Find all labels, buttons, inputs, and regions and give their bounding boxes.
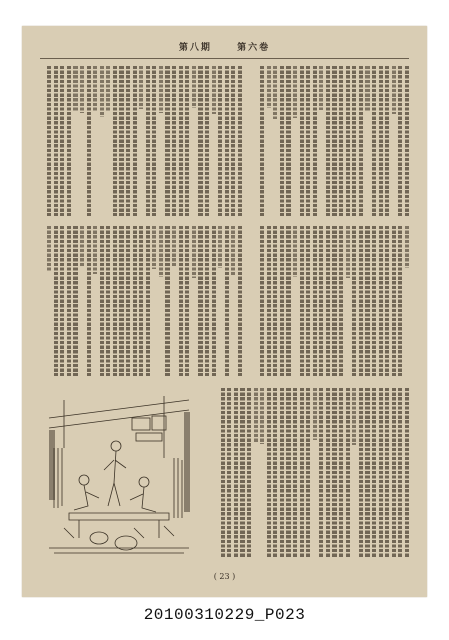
- text-line: [280, 66, 284, 216]
- text-line: [225, 226, 229, 376]
- text-column-upper-right: [254, 66, 409, 216]
- text-line: [54, 226, 58, 376]
- header-rule: [40, 58, 409, 59]
- text-line: [332, 226, 336, 376]
- text-line: [234, 388, 238, 558]
- text-line: [286, 388, 290, 558]
- text-line: [192, 66, 196, 108]
- text-line: [126, 226, 130, 376]
- text-line: [365, 226, 369, 376]
- text-line: [73, 66, 77, 112]
- text-line: [225, 66, 229, 216]
- text-line: [313, 226, 317, 376]
- text-line: [385, 66, 389, 216]
- text-line: [392, 388, 396, 558]
- text-line: [165, 226, 169, 376]
- text-line: [352, 226, 356, 376]
- text-line: [47, 66, 51, 216]
- text-line: [185, 226, 189, 376]
- text-line: [313, 66, 317, 216]
- text-line: [146, 66, 150, 216]
- text-line: [93, 66, 97, 111]
- text-line: [172, 226, 176, 267]
- text-line: [87, 226, 91, 376]
- text-line: [286, 66, 290, 216]
- text-line: [106, 66, 110, 111]
- text-line: [133, 226, 137, 376]
- text-line: [119, 66, 123, 216]
- text-line: [339, 388, 343, 558]
- text-line: [159, 226, 163, 277]
- text-line: [352, 388, 356, 445]
- text-line: [218, 226, 222, 268]
- text-line: [319, 226, 323, 376]
- text-line: [306, 388, 310, 558]
- text-line: [306, 226, 310, 376]
- text-line: [100, 66, 104, 117]
- text-line: [93, 226, 97, 274]
- text-line: [398, 66, 402, 216]
- text-line: [231, 226, 235, 275]
- text-line: [221, 388, 225, 558]
- text-line: [159, 66, 163, 113]
- text-line: [152, 66, 156, 216]
- text-line: [126, 66, 130, 216]
- text-line: [379, 66, 383, 216]
- text-line: [198, 226, 202, 376]
- text-line: [179, 226, 183, 376]
- text-line: [73, 226, 77, 376]
- text-line: [280, 226, 284, 376]
- text-line: [359, 66, 363, 216]
- text-line: [260, 66, 264, 216]
- text-line: [205, 66, 209, 216]
- text-line: [385, 388, 389, 558]
- text-column-middle-left: [42, 226, 242, 376]
- text-line: [54, 66, 58, 216]
- text-line: [60, 66, 64, 216]
- text-line: [379, 388, 383, 558]
- text-line: [326, 66, 330, 216]
- text-line: [313, 388, 317, 440]
- text-line: [405, 66, 409, 216]
- text-line: [346, 388, 350, 558]
- interior-scene-illustration: [44, 388, 194, 558]
- text-line: [300, 66, 304, 216]
- text-line: [146, 226, 150, 376]
- text-line: [273, 66, 277, 119]
- text-line: [113, 66, 117, 216]
- text-line: [372, 226, 376, 376]
- text-line: [267, 226, 271, 376]
- text-line: [119, 226, 123, 376]
- text-line: [218, 66, 222, 216]
- text-line: [293, 66, 297, 118]
- text-line: [179, 66, 183, 216]
- text-line: [280, 388, 284, 558]
- text-column-lower-right: [212, 388, 409, 558]
- text-line: [100, 226, 104, 376]
- text-line: [205, 226, 209, 376]
- text-line: [212, 226, 216, 376]
- text-line: [385, 226, 389, 376]
- archive-id: 20100310229_P023: [143, 606, 306, 624]
- text-line: [300, 388, 304, 558]
- text-line: [319, 388, 323, 558]
- text-line: [293, 226, 297, 277]
- text-line: [87, 66, 91, 216]
- text-line: [332, 66, 336, 216]
- text-line: [293, 388, 297, 558]
- text-line: [398, 388, 402, 558]
- text-line: [398, 226, 402, 376]
- text-line: [212, 66, 216, 114]
- text-line: [352, 66, 356, 216]
- text-line: [339, 226, 343, 376]
- text-line: [227, 388, 231, 558]
- text-line: [392, 226, 396, 376]
- volume-label: 第六卷: [237, 43, 271, 53]
- text-line: [267, 66, 271, 108]
- text-line: [365, 66, 369, 111]
- text-line: [359, 388, 363, 558]
- page-number: ( 23 ): [213, 572, 236, 581]
- text-line: [172, 66, 176, 216]
- text-line: [67, 226, 71, 376]
- text-line: [247, 388, 251, 558]
- text-line: [139, 226, 143, 376]
- text-line: [332, 388, 336, 558]
- text-line: [165, 66, 169, 216]
- text-line: [238, 66, 242, 216]
- page-header: [22, 40, 427, 53]
- text-line: [365, 388, 369, 558]
- text-line: [273, 226, 277, 376]
- text-line: [80, 66, 84, 113]
- text-line: [152, 226, 156, 269]
- text-line: [273, 388, 277, 558]
- text-line: [339, 66, 343, 216]
- text-line: [133, 66, 137, 216]
- text-line: [405, 388, 409, 558]
- text-line: [392, 66, 396, 114]
- text-line: [405, 226, 409, 268]
- issue-label: 第八期: [178, 43, 212, 53]
- text-line: [346, 226, 350, 278]
- text-line: [306, 66, 310, 216]
- text-line: [192, 226, 196, 278]
- text-line: [60, 226, 64, 376]
- text-line: [260, 388, 264, 444]
- text-line: [185, 66, 189, 216]
- text-line: [372, 66, 376, 216]
- text-line: [326, 226, 330, 376]
- text-line: [326, 388, 330, 558]
- text-line: [106, 226, 110, 376]
- text-line: [372, 388, 376, 558]
- text-line: [67, 66, 71, 216]
- text-line: [267, 388, 271, 558]
- text-line: [240, 388, 244, 558]
- text-line: [198, 66, 202, 216]
- text-line: [80, 226, 84, 266]
- text-line: [238, 226, 242, 376]
- text-line: [231, 66, 235, 216]
- text-column-middle-right: [254, 226, 409, 376]
- text-column-upper-left: [42, 66, 242, 216]
- text-line: [379, 226, 383, 376]
- text-line: [254, 388, 258, 443]
- text-line: [47, 226, 51, 272]
- text-line: [113, 226, 117, 376]
- text-line: [286, 226, 290, 376]
- text-line: [359, 226, 363, 376]
- text-line: [319, 66, 323, 110]
- text-line: [139, 66, 143, 109]
- text-line: [300, 226, 304, 376]
- magazine-page: [22, 26, 427, 597]
- text-line: [260, 226, 264, 376]
- text-line: [346, 66, 350, 216]
